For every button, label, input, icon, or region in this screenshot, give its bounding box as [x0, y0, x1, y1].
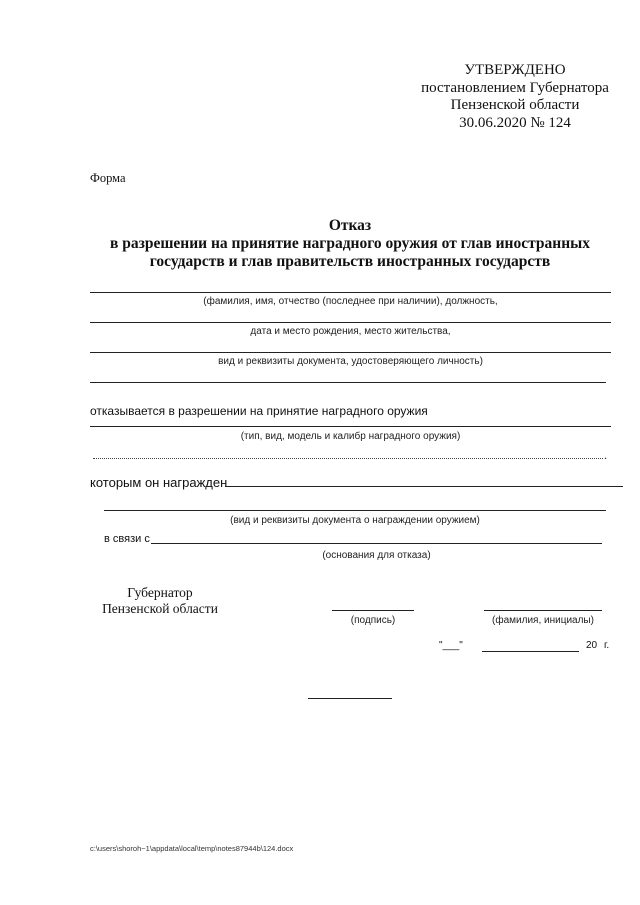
title-line-1: Отказ [328, 217, 372, 234]
title-line-3: государств и глав правительств иностранных государств [149, 253, 551, 270]
approval-block [400, 62, 630, 132]
awarded-text: которым он награжден [90, 475, 228, 490]
signature-fill-line[interactable] [332, 610, 414, 611]
date-year: 20 [586, 640, 598, 651]
title-line-2: в разрешении на принятие наградного оружия от глав иностранных [109, 235, 590, 252]
awarded-fill-line[interactable] [225, 486, 623, 487]
name-initials-caption: (фамилия, инициалы) [492, 615, 594, 626]
signer-block [100, 585, 220, 616]
award-doc-caption: (вид и реквизиты документа о награждении оружием) [230, 515, 480, 526]
weapon-fill-line[interactable] [90, 426, 611, 427]
date-day-field[interactable]: "___" [439, 640, 463, 651]
fio-caption: (фамилия, имя, отчество (последнее при наличии), должность, [203, 296, 498, 307]
approval-decree: постановлением Губернатора [421, 79, 609, 96]
approval-heading: УТВЕРЖДЕНО [464, 62, 566, 78]
period-mark: . [604, 448, 607, 462]
doc-fill-line[interactable] [90, 352, 611, 353]
doc-caption: вид и реквизиты документа, удостоверяющего личность) [218, 356, 483, 367]
date-year-suffix: г. [604, 640, 610, 651]
approval-region: Пензенской области [450, 97, 580, 113]
fio-fill-line[interactable] [90, 292, 611, 293]
signer-title: Губернатор [127, 585, 193, 600]
refusal-text: отказывается в разрешении на принятие наградного оружия [90, 404, 428, 418]
weapon-caption: (тип, вид, модель и калибр наградного оружия) [240, 431, 461, 442]
name-initials-fill-line[interactable] [484, 610, 602, 611]
reason-caption: (основания для отказа) [322, 550, 431, 561]
birth-fill-line[interactable] [90, 322, 611, 323]
award-doc-fill-line[interactable] [104, 510, 606, 511]
due-to-text: в связи с [104, 533, 150, 545]
document-title [60, 217, 640, 271]
birth-caption: дата и место рождения, место жительства, [250, 326, 451, 337]
date-month-fill-line[interactable] [482, 651, 579, 652]
extra-fill-line[interactable] [90, 382, 606, 383]
signature-caption: (подпись) [350, 615, 396, 626]
form-label: Форма [90, 171, 126, 185]
signer-region: Пензенской области [102, 600, 218, 616]
reason-fill-line[interactable] [151, 543, 602, 544]
approval-date-number: 30.06.2020 № 124 [459, 114, 571, 131]
weapon-continuation-line[interactable] [93, 458, 603, 459]
closing-rule [308, 698, 392, 699]
footer-file-path: c:\users\shoroh~1\appdata\local\temp\notes87944b\124.docx [90, 844, 294, 853]
